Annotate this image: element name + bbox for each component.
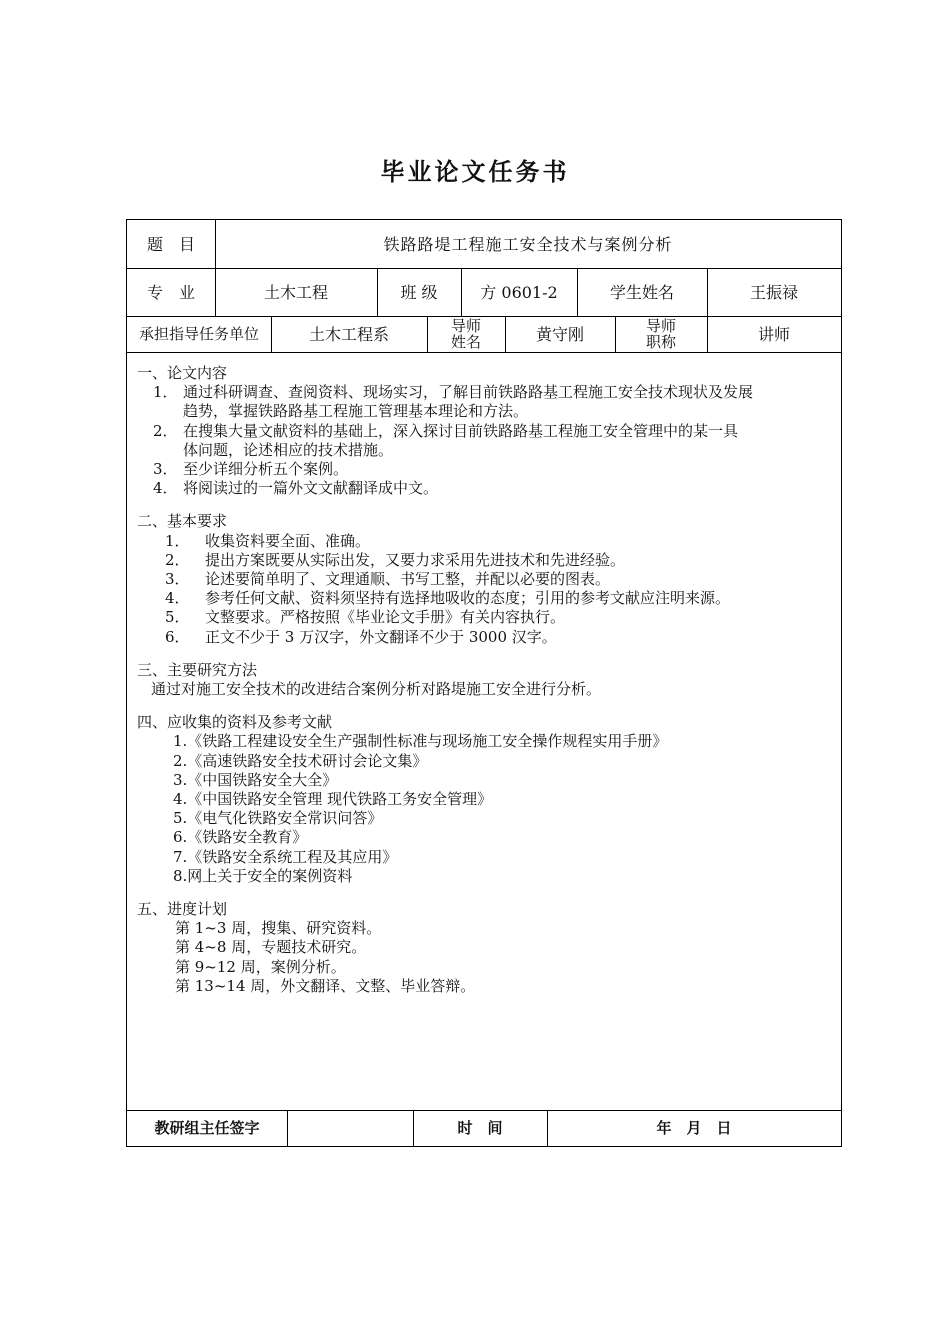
- item-text: 正文不少于 3 万汉字，外文翻译不少于 3000 汉字。: [205, 627, 557, 646]
- class-label: 班 级: [400, 282, 438, 302]
- schedule-item: 第 4~8 周，专题技术研究。: [175, 938, 367, 957]
- item-text: 收集资料要全面、准确。: [205, 531, 371, 550]
- section-heading: 三、主要研究方法: [137, 660, 258, 679]
- reference-item: 7.《铁路安全系统工程及其应用》: [173, 847, 398, 866]
- section-thesis-content: [137, 364, 837, 498]
- director-signature-field[interactable]: [287, 1110, 413, 1146]
- major-label: 专 业: [146, 282, 195, 302]
- item-line: 至少详细分析五个案例。: [183, 460, 349, 479]
- topic-label: 题 目: [146, 234, 195, 254]
- item-number: 3．: [153, 460, 178, 479]
- class-value: 方 0601-2: [480, 282, 558, 302]
- topic-value: 铁路路堤工程施工安全技术与案例分析: [383, 234, 673, 254]
- item-number: 4．: [153, 479, 178, 498]
- advisor-name-label: 导师 姓名: [450, 317, 481, 351]
- item-number: 6．: [165, 627, 190, 646]
- section-schedule: [137, 900, 837, 996]
- item-line: 通过科研调查、查阅资料、现场实习，了解目前铁路路基工程施工安全技术现状及发展: [183, 383, 754, 402]
- item-text: 文整要求。严格按照《毕业论文手册》有关内容执行。: [205, 608, 566, 627]
- schedule-item: 第 13~14 周，外文翻译、文整、毕业答辩。: [175, 976, 476, 995]
- time-label: 时 间: [457, 1118, 503, 1137]
- director-signature-label: 教研组主任签字: [154, 1118, 260, 1137]
- major-value: 土木工程: [263, 282, 328, 302]
- reference-item: 1.《铁路工程建设安全生产强制性标准与现场施工安全操作规程实用手册》: [173, 732, 668, 751]
- section-research-methods: [137, 661, 837, 699]
- item-number: 4．: [165, 589, 190, 608]
- reference-item: 4.《中国铁路安全管理 现代铁路工务安全管理》: [173, 790, 493, 809]
- schedule-item: 第 9~12 周，案例分析。: [175, 957, 346, 976]
- student-name-value: 王振禄: [749, 282, 798, 302]
- item-text: 论述要简单明了、文理通顺、书写工整，并配以必要的图表。: [205, 570, 611, 589]
- item-number: 1．: [153, 383, 178, 402]
- reference-item: 2.《高速铁路安全技术研讨会论文集》: [173, 751, 428, 770]
- item-number: 2．: [165, 550, 190, 569]
- reference-item: 6.《铁路安全教育》: [173, 828, 308, 847]
- task-content: [137, 364, 837, 996]
- unit-label: 承担指导任务单位: [138, 324, 259, 343]
- reference-item: 8.网上关于安全的案例资料: [173, 866, 353, 885]
- item-text: 参考任何文献、资料须坚持有选择地吸收的态度；引用的参考文献应注明来源。: [205, 589, 731, 608]
- section-references: [137, 713, 837, 886]
- item-number: 1．: [165, 531, 190, 550]
- item-text: 提出方案既要从实际出发，又要力求采用先进技术和先进经验。: [205, 550, 626, 569]
- section-heading: 一、论文内容: [137, 364, 228, 382]
- item-number: 2．: [153, 421, 178, 440]
- task-form-table: [126, 219, 842, 1147]
- item-line: 趋势，掌握铁路路基工程施工管理基本理论和方法。: [183, 402, 529, 421]
- student-name-label: 学生姓名: [609, 282, 674, 302]
- section-heading: 四、应收集的资料及参考文献: [137, 713, 333, 732]
- section-text: 通过对施工安全技术的改进结合案例分析对路堤施工安全进行分析。: [151, 680, 602, 699]
- advisor-title-label: 导师 职称: [645, 317, 676, 351]
- reference-item: 5.《电气化铁路安全常识问答》: [173, 809, 383, 828]
- item-number: 3．: [165, 570, 190, 589]
- item-line: 体问题，论述相应的技术措施。: [183, 440, 394, 459]
- unit-value: 土木工程系: [308, 324, 389, 344]
- section-heading: 二、基本要求: [137, 512, 228, 531]
- document-title: 毕业论文任务书: [380, 158, 570, 186]
- date-field[interactable]: 年 月 日: [656, 1118, 732, 1137]
- reference-item: 3.《中国铁路安全大全》: [173, 770, 338, 789]
- schedule-item: 第 1~3 周，搜集、研究资料。: [175, 919, 382, 938]
- advisor-name-value: 黄守刚: [535, 324, 584, 344]
- advisor-title-value: 讲师: [757, 324, 790, 344]
- section-basic-requirements: [137, 512, 837, 646]
- item-number: 5．: [165, 608, 190, 627]
- item-line: 将阅读过的一篇外文文献翻译成中文。: [183, 479, 439, 498]
- item-line: 在搜集大量文献资料的基础上，深入探讨目前铁路路基工程施工安全管理中的某一具: [183, 421, 739, 440]
- section-heading: 五、进度计划: [137, 900, 228, 919]
